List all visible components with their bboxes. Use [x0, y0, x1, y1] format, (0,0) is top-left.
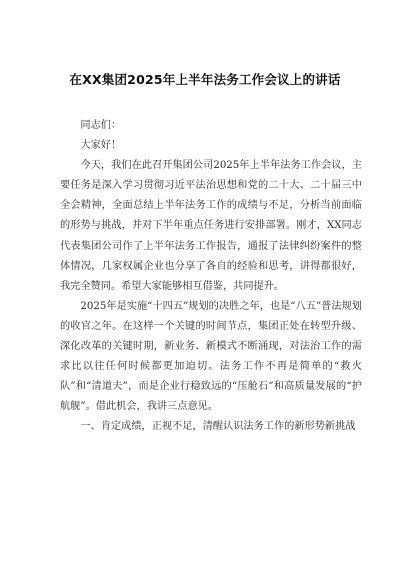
- salutation: 同志们：: [80, 120, 122, 131]
- paragraph-context: 2025年是实施“十四五”规划的决胜之年，也是“八五”普法规划的收官之年。在这样一个关键的时间节点，集团正处在转型升级、深化改革的关键时期，新业务、新模式不断涌现，对法治工作的需求比以往任何时候都更加迫切。法务工作不再是简单的“救火队”和“清道夫”，而是企业行稳致远的“压舱石”和高质量发展的“护航舰”。借此机会，我讲三点意见。: [60, 300, 362, 413]
- section-heading-1: 一、肯定成绩，正视不足，清醒认识法务工作的新形势新挑战: [80, 421, 356, 433]
- document-title: 在XX集团2025年上半年法务工作会议上的讲话: [69, 72, 341, 87]
- document-body: [60, 116, 362, 438]
- greeting: 大家好！: [80, 140, 122, 152]
- paragraph-opening: 今天，我们在此召开集团公司2025年上半年法务工作会议，主要任务是深入学习贯彻习近平法治思想和党的二十大、二十届三中全会精神，全面总结上半年法务工作的成绩与不足，分析当前面临的形势与挑战，并对下半年重点任务进行安排部署。刚才，XX同志代表集团公司作了上半年法务工作报告，通报了法律纠纷案件的整体情况，几家权属企业也分享了各自的经验和思考，讲得都很好，我完全赞同。希望大家能够相互借鉴，共同提升。: [60, 160, 362, 292]
